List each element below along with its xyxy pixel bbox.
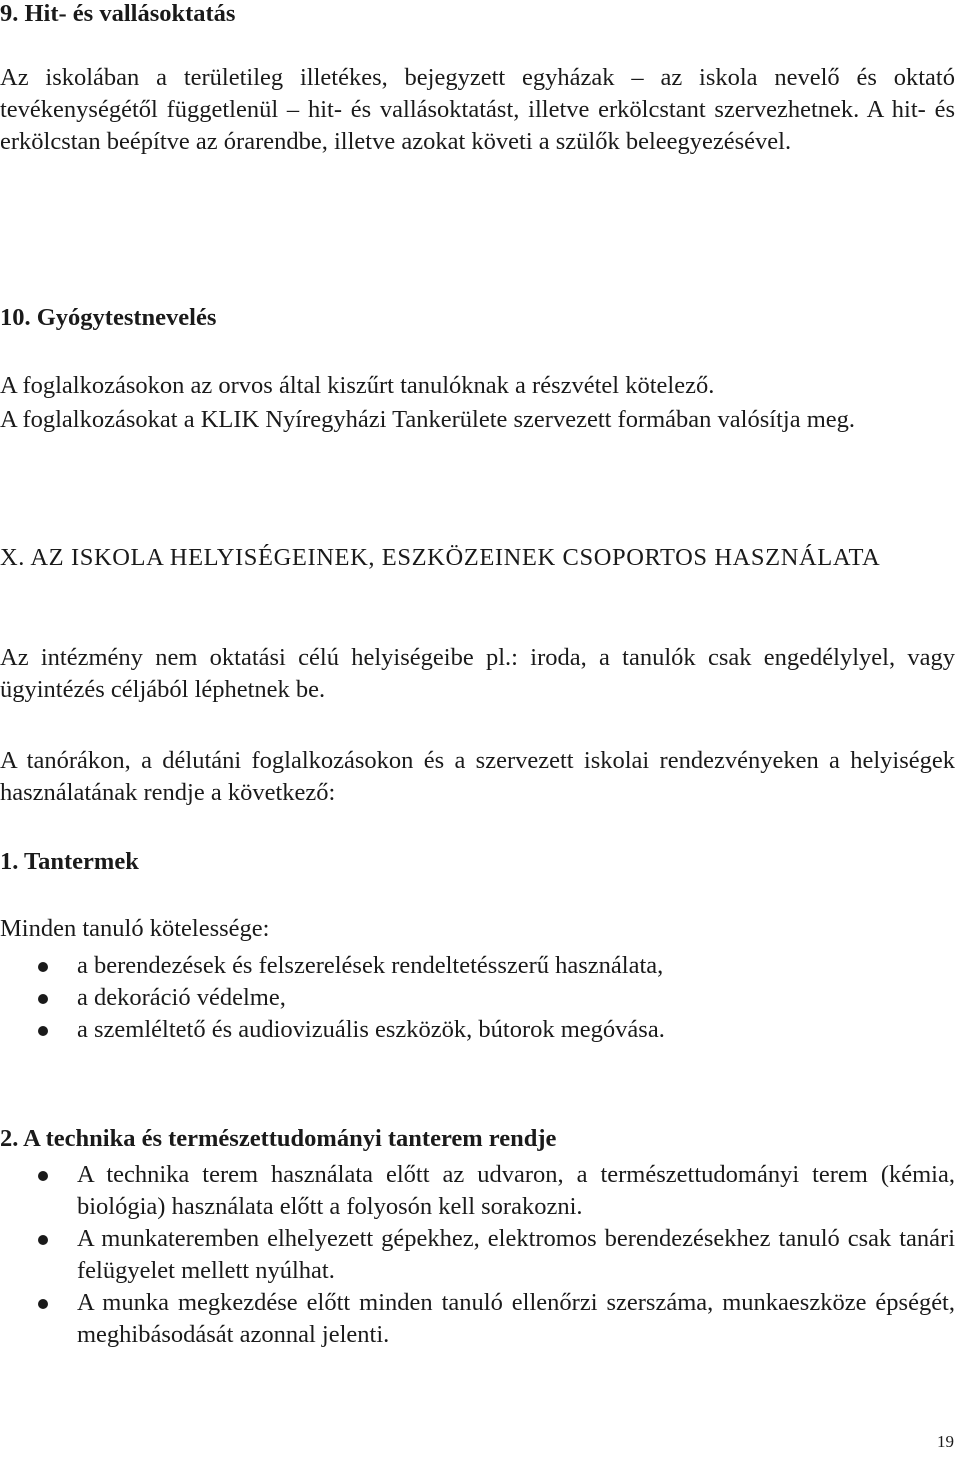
section-10-line-2: A foglalkozásokat a KLIK Nyíregyházi Tankerülete szervezett formában valósítja meg. (0, 406, 855, 433)
bullet-item: A munkateremben elhelyezett gépekhez, elektromos berendezésekhez tanuló csak tanári felügyelet mellett nyúlhat. (0, 1223, 955, 1287)
section-9-paragraph: Az iskolában a területileg illetékes, bejegyzett egyházak – az iskola nevelő és oktató tevékenységétől függetlenül – hit- és vallásoktatást, illetve erkölcstant szervezhetnek. A hit- és erkölcstan beépítve az órarendbe, illetve azokat követi a szülők beleegyezésével. (0, 64, 955, 155)
section-10-line-1: A foglalkozásokon az orvos által kiszűrt tanulóknak a részvétel kötelező. (0, 372, 715, 399)
chapter-x-heading: X. AZ ISKOLA HELYISÉGEINEK, ESZKÖZEINEK CSOPORTOS HASZNÁLATA (0, 544, 881, 571)
section-1-intro: Minden tanuló kötelessége: (0, 915, 270, 942)
section-10-heading: 10. Gyógytestnevelés (0, 304, 217, 331)
bullet-item: a dekoráció védelme, (0, 982, 955, 1014)
bullet-item: a berendezések és felszerelések rendeltetésszerű használata, (0, 950, 955, 982)
section-2-bullet-list (0, 1159, 955, 1351)
chapter-x-paragraph-2: A tanórákon, a délutáni foglalkozásokon és a szervezett iskolai rendezvényeken a helyiségek használatának rendje a következő: (0, 747, 955, 806)
bullet-item: A munka megkezdése előtt minden tanuló ellenőrzi szerszáma, munkaeszköze épségét, meghibásodását azonnal jelenti. (0, 1287, 955, 1351)
bullet-item: A technika terem használata előtt az udvaron, a természettudományi terem (kémia, biológia) használata előtt a folyosón kell sorakozni. (0, 1159, 955, 1223)
page-number: 19 (937, 1432, 954, 1451)
bullet-item: a szemléltető és audiovizuális eszközök, bútorok megóvása. (0, 1014, 955, 1046)
chapter-x-paragraph-1: Az intézmény nem oktatási célú helyiségeibe pl.: iroda, a tanulók csak engedélylyel, vagy ügyintézés céljából léphetnek be. (0, 644, 955, 703)
section-2-heading: 2. A technika és természettudományi tanterem rendje (0, 1125, 557, 1152)
section-1-bullet-list (0, 950, 955, 1046)
section-1-heading: 1. Tantermek (0, 848, 139, 875)
section-9-heading: 9. Hit- és vallásoktatás (0, 0, 236, 27)
